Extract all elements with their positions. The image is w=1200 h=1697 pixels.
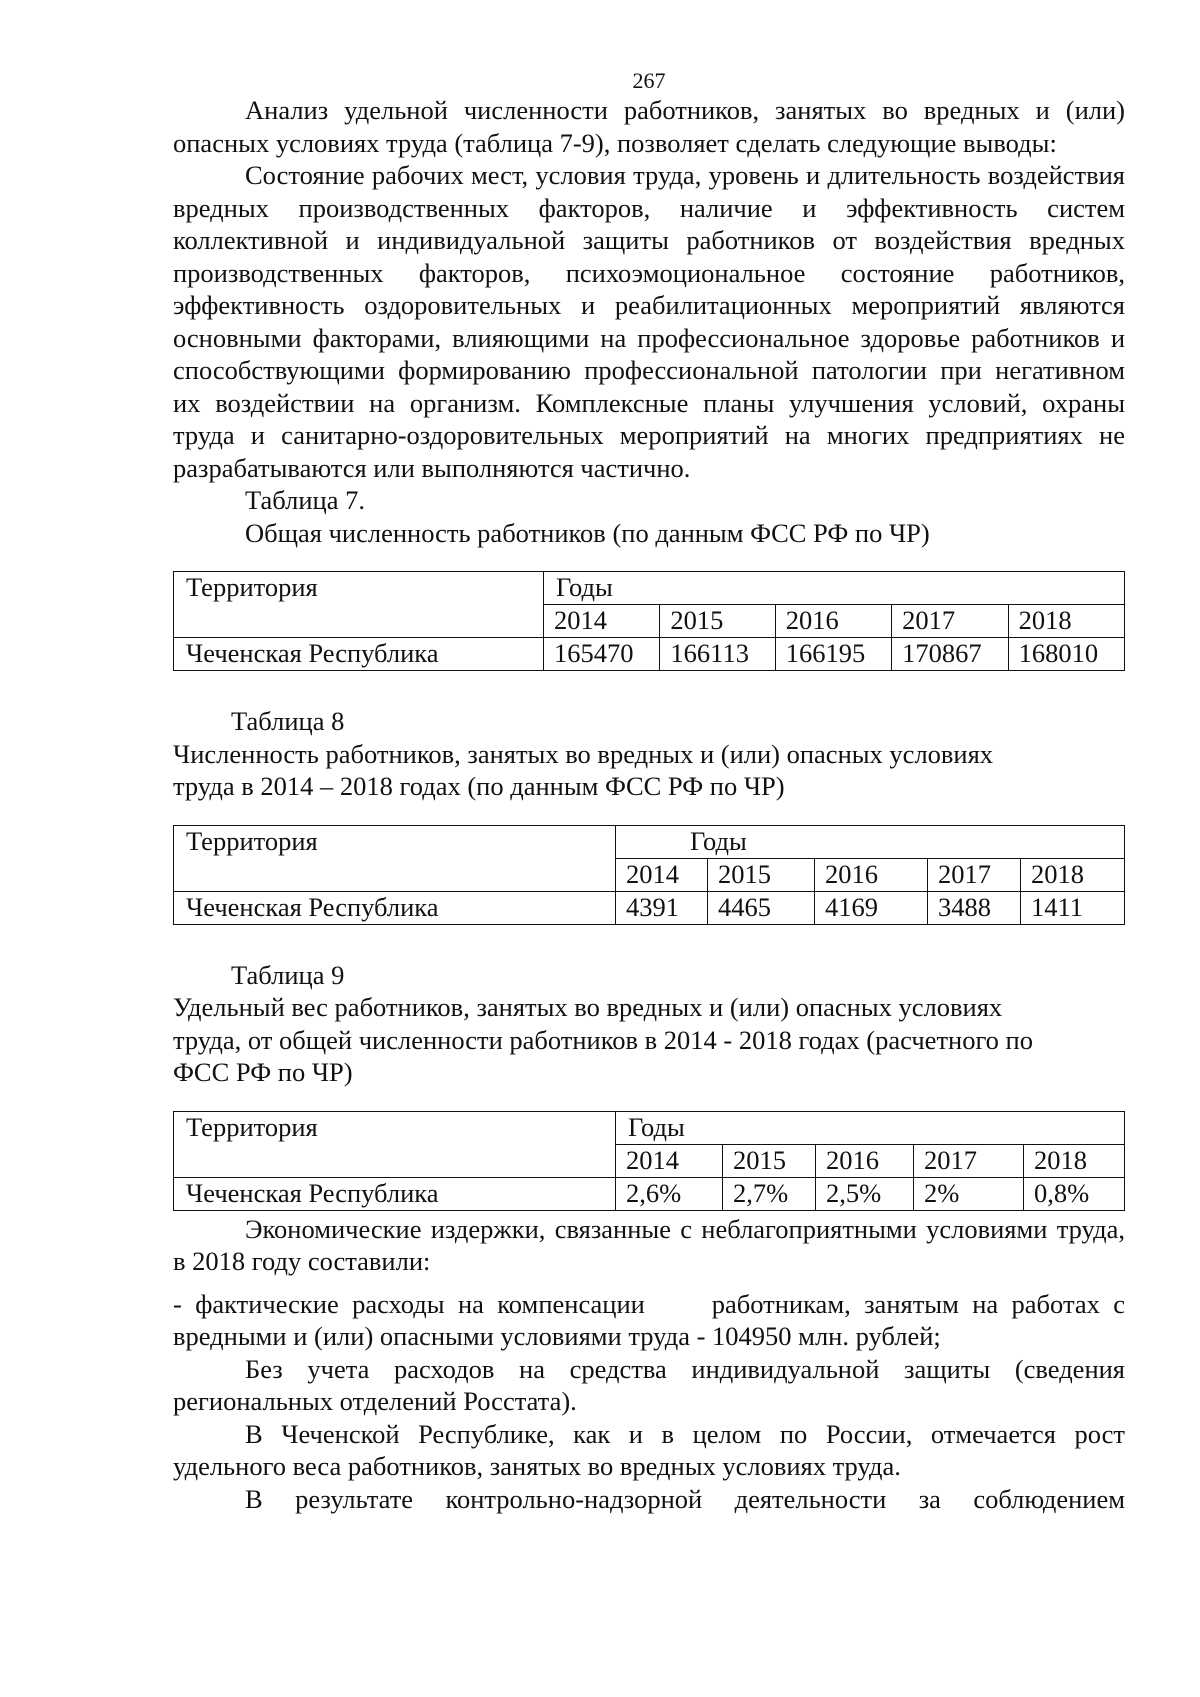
table9 bbox=[173, 1111, 1125, 1211]
table7-value: 165470 bbox=[544, 638, 660, 671]
table8-year: 2017 bbox=[928, 858, 1021, 891]
table8-year: 2015 bbox=[708, 858, 815, 891]
table8-value: 4391 bbox=[616, 891, 708, 924]
table9-territory-header: Территория bbox=[174, 1111, 616, 1177]
table7-year: 2016 bbox=[775, 605, 891, 638]
table8-value: 4465 bbox=[708, 891, 815, 924]
intro-paragraph: Анализ удельной численности работников, занятых во вредных и (или) опасных условиях труда (таблица 7-9), позволяет сделать следующие выводы: bbox=[173, 95, 1125, 158]
document-page bbox=[173, 68, 1132, 1515]
table9-title-line3: ФСС РФ по ЧР) bbox=[173, 1057, 353, 1087]
table9-label: Таблица 9 bbox=[231, 959, 345, 990]
table7-value: 166113 bbox=[660, 638, 775, 671]
costs-item: - фактические расходы на компенсации работникам, занятым на работах с вредными и (или) опасными условиями труда - 104950 млн. рублей; bbox=[173, 1288, 1132, 1351]
table9-value: 2,7% bbox=[723, 1177, 816, 1210]
table8-row-label: Чеченская Республика bbox=[174, 891, 616, 924]
table8-years-header: Годы bbox=[616, 825, 1125, 858]
table8-territory-header: Территория bbox=[174, 825, 616, 891]
costs-paragraph: Экономические издержки, связанные с неблагоприятными условиями труда, в 2018 году составили: bbox=[173, 1213, 1125, 1276]
table9-value: 0,8% bbox=[1024, 1177, 1125, 1210]
table8-value: 3488 bbox=[928, 891, 1021, 924]
table7-territory-header: Территория bbox=[174, 572, 544, 638]
table9-year: 2014 bbox=[616, 1144, 723, 1177]
table8-year: 2018 bbox=[1021, 858, 1125, 891]
table7-data-row bbox=[174, 638, 1125, 671]
page-number: 267 bbox=[632, 68, 666, 93]
table9-value: 2% bbox=[914, 1177, 1024, 1210]
table7-row-label: Чеченская Республика bbox=[174, 638, 544, 671]
table9-year: 2015 bbox=[723, 1144, 816, 1177]
growth-paragraph: В Чеченской Республике, как и в целом по России, отмечается рост удельного веса работников, занятых во вредных условиях труда. bbox=[173, 1418, 1125, 1481]
table7-value: 170867 bbox=[892, 638, 1008, 671]
table8-value: 1411 bbox=[1021, 891, 1125, 924]
table9-row-label: Чеченская Республика bbox=[174, 1177, 616, 1210]
table7-title: Общая численность работников (по данным ФСС РФ по ЧР) bbox=[245, 517, 930, 548]
note-paragraph: Без учета расходов на средства индивидуальной защиты (сведения региональных отделений Росстата). bbox=[173, 1353, 1125, 1416]
table7-value: 168010 bbox=[1008, 638, 1124, 671]
table7-years-header: Годы bbox=[544, 572, 1125, 605]
table7-year: 2018 bbox=[1008, 605, 1124, 638]
table8-year: 2014 bbox=[616, 858, 708, 891]
table7-year: 2017 bbox=[892, 605, 1008, 638]
table8-data-row bbox=[174, 891, 1125, 924]
table9-title-line1: Удельный вес работников, занятых во вредных и (или) опасных условиях bbox=[173, 992, 1003, 1022]
table9-year: 2016 bbox=[816, 1144, 914, 1177]
result-paragraph: В результате контрольно-надзорной деятельности за соблюдением bbox=[245, 1483, 1125, 1514]
table8-label: Таблица 8 bbox=[231, 706, 345, 736]
table7-value: 166195 bbox=[775, 638, 891, 671]
table8-value: 4169 bbox=[815, 891, 928, 924]
table7-year: 2015 bbox=[660, 605, 775, 638]
table9-value: 2,6% bbox=[616, 1177, 723, 1210]
table9-value: 2,5% bbox=[816, 1177, 914, 1210]
table7-year: 2014 bbox=[544, 605, 660, 638]
table8-title-line1: Численность работников, занятых во вредных и (или) опасных условиях bbox=[173, 738, 994, 769]
table8 bbox=[173, 825, 1125, 925]
table8-title-line2: труда в 2014 – 2018 годах (по данным ФСС РФ по ЧР) bbox=[173, 771, 785, 801]
state-paragraph: Состояние рабочих мест, условия труда, уровень и длительность воздействия вредных производственных факторов, наличие и эффективность систем коллективной и индивидуальной защиты работников от воздействия вредных производственных факторов, психоэмоциональное состояние работников, эффективность оздоровительных и реабилитационных мероприятий являются основными факторами, влияющими на профессиональное здоровье работников и способствующими формированию профессиональной патологии при негативном их воздействии на организм. Комплексные планы улучшения условий, охраны труда и санитарно-оздоровительных мероприятий на многих предприятиях не разрабатываются или выполняются частично. bbox=[173, 160, 1125, 483]
table8-year: 2016 bbox=[815, 858, 928, 891]
table7-label: Таблица 7. bbox=[245, 485, 365, 515]
table9-title-line2: труда, от общей численности работников в 2014 - 2018 годах (расчетного по bbox=[173, 1024, 1033, 1055]
table9-year: 2017 bbox=[914, 1144, 1024, 1177]
table9-year: 2018 bbox=[1024, 1144, 1125, 1177]
table7 bbox=[173, 571, 1125, 671]
table9-data-row bbox=[174, 1177, 1125, 1210]
table9-years-header: Годы bbox=[616, 1111, 1125, 1144]
